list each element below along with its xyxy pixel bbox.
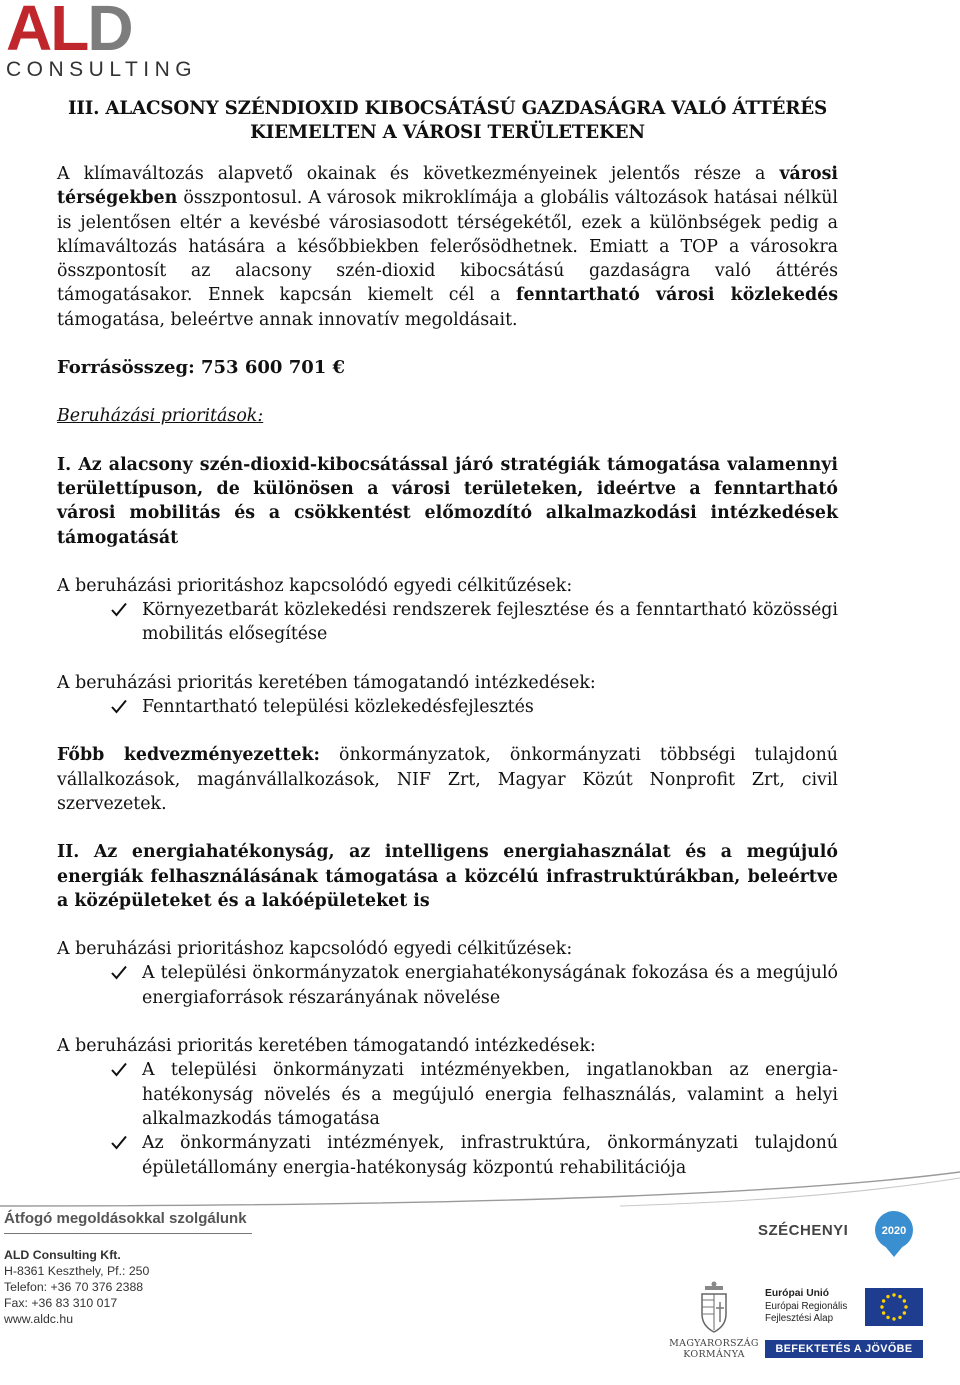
eu-fund-text bbox=[765, 1288, 857, 1326]
checkmark-icon bbox=[111, 699, 127, 714]
priority-1-measures-label: A beruházási prioritás keretében támogatandó intézkedések: bbox=[57, 672, 596, 693]
logo-letter-a: A bbox=[6, 0, 51, 64]
intro-text-1: A klímaváltozás alapvető okainak és következményeinek jelentős része a bbox=[57, 164, 780, 184]
intro-paragraph bbox=[57, 162, 838, 332]
eu-line-1: Európai Unió bbox=[765, 1288, 830, 1299]
company-fax: Fax: +36 83 310 017 bbox=[4, 1296, 118, 1310]
eu-star-icon bbox=[904, 1305, 907, 1308]
title-line-1: III. ALACSONY SZÉNDIOXID KIBOCSÁTÁSÚ GAZDASÁGRA VALÓ ÁTTÉRÉS bbox=[68, 98, 827, 119]
gov-line-2: KORMÁNYA bbox=[683, 1349, 745, 1360]
title-line-2: KIEMELTEN A VÁROSI TERÜLETEKEN bbox=[250, 122, 645, 143]
page-footer bbox=[0, 1170, 960, 1385]
logo-letter-l: L bbox=[50, 0, 88, 64]
priority-2-objectives-label: A beruházási prioritáshoz kapcsolódó egyedi célkitűzések: bbox=[57, 939, 573, 960]
list-item bbox=[111, 961, 838, 1010]
eu-fund-logo bbox=[765, 1288, 925, 1360]
eu-star-icon bbox=[898, 1295, 901, 1298]
eu-flag-icon bbox=[865, 1288, 923, 1326]
document-body bbox=[57, 97, 838, 1180]
checkmark-icon bbox=[111, 965, 127, 980]
eu-star-icon bbox=[898, 1316, 901, 1319]
szechenyi-text: SZÉCHENYI bbox=[758, 1222, 849, 1239]
logo-consulting-text: CONSULTING bbox=[6, 58, 198, 81]
priority-1-objectives-list bbox=[111, 598, 838, 647]
beneficiaries-text: önkormányzatok, önkormányzati többségi tulajdonú vállalkozások, magánvállalkozások, NIF Zrt, Magyar Közút Nonprofit Zrt, civil szervezetek. bbox=[57, 745, 838, 814]
list-item bbox=[111, 1058, 838, 1131]
list-item bbox=[111, 695, 838, 719]
priority-2-measures-label: A beruházási prioritás keretében támogatandó intézkedések: bbox=[57, 1036, 596, 1057]
list-item-text: Környezetbarát közlekedési rendszerek fejlesztése és a fenntartható közösségi mobilitás elősegítése bbox=[142, 600, 838, 645]
company-website[interactable]: www.aldc.hu bbox=[4, 1312, 74, 1326]
document-title bbox=[57, 97, 838, 145]
footer-divider bbox=[4, 1233, 252, 1234]
footer-slogan: Átfogó megoldásokkal szolgálunk bbox=[4, 1210, 247, 1227]
priority-1-measures-list bbox=[111, 695, 838, 719]
szechenyi-year: 2020 bbox=[881, 1225, 907, 1237]
list-item bbox=[111, 598, 838, 647]
eu-line-3: Fejlesztési Alap bbox=[765, 1313, 834, 1324]
coat-of-arms-icon bbox=[697, 1280, 731, 1338]
eu-star-icon bbox=[882, 1299, 885, 1302]
beneficiaries-label: Főbb kedvezményezettek: bbox=[57, 745, 320, 766]
gov-line-1: MAGYARORSZÁG bbox=[669, 1338, 759, 1349]
checkmark-icon bbox=[111, 1135, 127, 1150]
priority-1-objectives-label: A beruházási prioritáshoz kapcsolódó egyedi célkitűzések: bbox=[57, 575, 573, 596]
eu-banner: BEFEKTETÉS A JÖVŐBE bbox=[765, 1340, 923, 1358]
list-item-text: Az önkormányzati intézmények, infrastruktúra, önkormányzati tulajdonú épületállomány energia-hatékonyság központú rehabilitációja bbox=[142, 1133, 838, 1178]
eu-line-2: Európai Regionális bbox=[765, 1300, 848, 1312]
company-name: ALD Consulting Kft. bbox=[4, 1248, 121, 1262]
company-phone: Telefon: +36 70 376 2388 bbox=[4, 1280, 144, 1294]
eu-star-icon bbox=[903, 1311, 906, 1314]
footer-decorative-arc bbox=[0, 1170, 960, 1210]
szechenyi-badge-icon bbox=[874, 1210, 914, 1258]
checkmark-icon bbox=[111, 1062, 127, 1077]
intro-text-3: támogatása, beleértve annak innovatív megoldásait. bbox=[57, 309, 518, 330]
list-item-text: A települési önkormányzatok energiahatékonyságának fokozása és a megújuló energiaforrások részarányának növelése bbox=[142, 963, 838, 1008]
priority-2-objectives-list bbox=[111, 961, 838, 1010]
logo-letter-d: D bbox=[87, 0, 132, 64]
eu-star-icon bbox=[892, 1293, 895, 1296]
eu-star-icon bbox=[892, 1317, 895, 1320]
eu-star-icon bbox=[886, 1295, 889, 1298]
eu-star-icon bbox=[882, 1311, 885, 1314]
ald-logo-mark bbox=[6, 0, 132, 64]
list-item-text: A települési önkormányzati intézményekben, ingatlanokban az energia-hatékonyság növelés és a megújuló energia felhasználás, valamint a helyi alkalmazkodás támogatása bbox=[142, 1060, 838, 1129]
funding-amount: Forrásösszeg: 753 600 701 € bbox=[57, 357, 346, 379]
priority-1-title: I. Az alacsony szén-dioxid-kibocsátással járó stratégiák támogatása valamennyi területtípuson, de különösen a városi területeken, ideértve a fenntartható városi mobilitás és a csökkentést előmozdító alkalmazkodási intézkedések támogatását bbox=[57, 454, 838, 548]
intro-text-2: összpontosul. A városok mikroklímája a globális változások hatásai nélkül is jelentősen eltér a kevésbé városiasodott térségekétől, ezek a különbségek pedig a klímaváltozás hatására a későbbiekben felerősödhetnek. Emiatt a TOP a városokra összpontosít az alacsony szén-dioxid kibocsátású gazdaságra való áttérés támogatásakor. Ennek kapcsán kiemelt cél a bbox=[57, 188, 838, 306]
checkmark-icon bbox=[111, 602, 127, 617]
priority-1-beneficiaries bbox=[57, 743, 838, 816]
szechenyi-2020-logo bbox=[758, 1210, 928, 1260]
eu-star-icon bbox=[880, 1305, 883, 1308]
company-address: H-8361 Keszthely, Pf.: 250 bbox=[4, 1264, 150, 1278]
list-item-text: Fenntartható települési közlekedésfejlesztés bbox=[142, 697, 534, 718]
intro-bold-1: városi térségekben bbox=[57, 164, 838, 209]
footer-contact bbox=[4, 1247, 149, 1327]
eu-star-icon bbox=[903, 1299, 906, 1302]
intro-bold-2: fenntartható városi közlekedés bbox=[515, 285, 838, 306]
priorities-heading: Beruházási prioritások: bbox=[57, 406, 264, 427]
priority-2-measures-list bbox=[111, 1058, 838, 1179]
ald-logo bbox=[0, 0, 210, 86]
hungarian-government-logo bbox=[668, 1280, 760, 1370]
eu-star-icon bbox=[886, 1316, 889, 1319]
priority-2-title: II. Az energiahatékonyság, az intelligens energiahasználat és a megújuló energiák felhasználásának támogatása a közcélú infrastruktúrákban, beleértve a középületeket és a lakóépületeket is bbox=[57, 842, 838, 911]
